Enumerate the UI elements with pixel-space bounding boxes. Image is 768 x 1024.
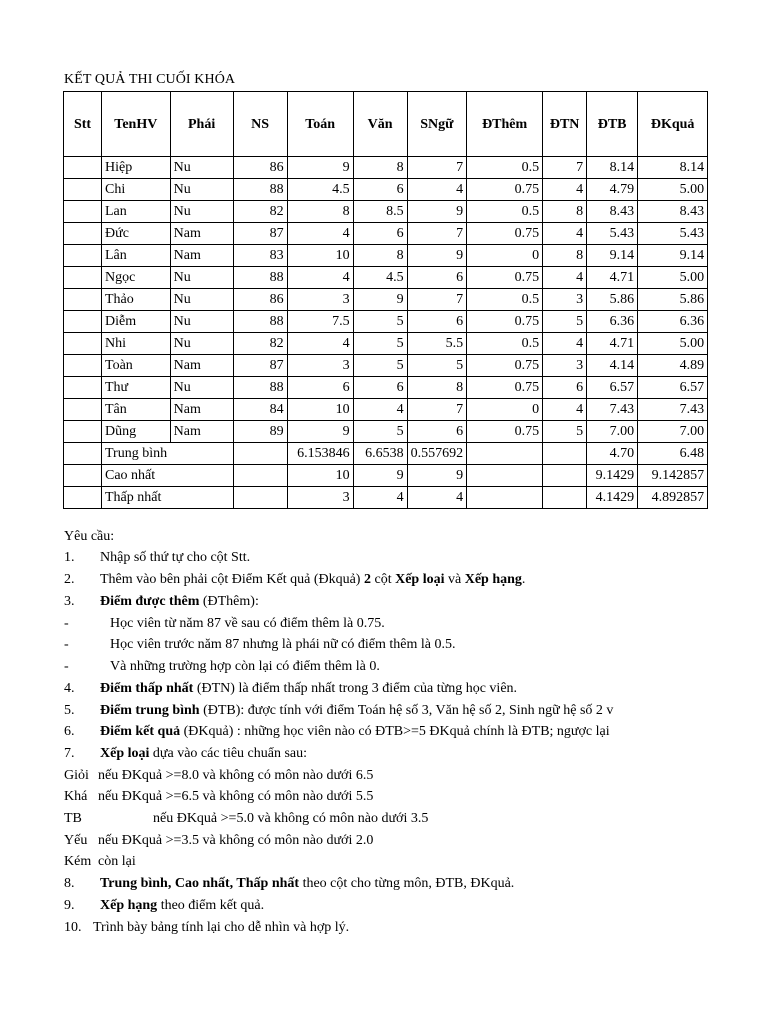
table-cell: 9: [407, 245, 467, 267]
table-cell: 88: [233, 311, 287, 333]
table-row: [64, 223, 708, 245]
table-cell: 87: [233, 355, 287, 377]
table-cell: [64, 157, 102, 179]
table-cell: [64, 399, 102, 421]
table-cell: [467, 487, 543, 509]
grade-criteria: nếu ĐKquả >=3.5 và không có môn nào dưới 2.0: [98, 833, 374, 848]
table-cell: 0.75: [467, 267, 543, 289]
table-cell: 9: [287, 421, 353, 443]
table-cell: Thảo: [102, 289, 171, 311]
table-cell: 4.14: [587, 355, 638, 377]
table-cell: 9: [353, 289, 407, 311]
table-cell: 5.86: [638, 289, 708, 311]
requirement-1: [64, 549, 250, 567]
table-cell: 0.5: [467, 157, 543, 179]
grade-name: Kém: [64, 854, 92, 869]
grade-rule-kha: [64, 788, 373, 806]
table-cell: [64, 223, 102, 245]
table-cell: [64, 179, 102, 201]
table-cell: 6.57: [638, 377, 708, 399]
table-cell: Nu: [170, 179, 233, 201]
table-cell: 4.70: [587, 443, 638, 465]
table-cell: 4: [407, 179, 467, 201]
requirement-3-sub-3: [64, 658, 380, 676]
table-cell: 6.6538: [353, 443, 407, 465]
table-cell: 4: [407, 487, 467, 509]
table-cell: 7.43: [638, 399, 708, 421]
requirement-bold: Xếp hạng: [464, 572, 522, 587]
table-cell: 5: [353, 421, 407, 443]
table-cell: 4.5: [353, 267, 407, 289]
table-cell: 4.89: [638, 355, 708, 377]
table-cell: 0.557692: [407, 443, 467, 465]
table-cell: 5.43: [638, 223, 708, 245]
table-cell: 8: [287, 201, 353, 223]
table-cell: 87: [233, 223, 287, 245]
table-row: [64, 157, 708, 179]
requirement-text: cột: [370, 572, 396, 587]
table-cell: 82: [233, 201, 287, 223]
grade-name: Giỏi: [64, 768, 89, 783]
table-cell: Nu: [170, 377, 233, 399]
table-cell: 83: [233, 245, 287, 267]
table-cell: 5: [353, 355, 407, 377]
table-cell: [467, 465, 543, 487]
table-cell: 8: [407, 377, 467, 399]
requirement-9: [64, 897, 264, 915]
requirement-text: Trình bày bảng tính lại cho dễ nhìn và hợp lý.: [93, 920, 350, 935]
bullet-dash: -: [64, 659, 69, 674]
requirement-text: Học viên từ năm 87 về sau có điểm thêm là 0.75.: [110, 616, 385, 631]
table-cell: 88: [233, 179, 287, 201]
requirement-number: 8.: [64, 876, 75, 891]
grade-name: Yếu: [64, 833, 88, 848]
summary-label: Thấp nhất: [102, 487, 171, 509]
table-cell: 9.142857: [638, 465, 708, 487]
requirement-3-sub-1: [64, 615, 385, 633]
table-cell: 3: [287, 487, 353, 509]
table-cell: [543, 465, 587, 487]
table-cell: 4.71: [587, 267, 638, 289]
table-cell: 6: [353, 377, 407, 399]
requirement-bold: Xếp loại: [100, 746, 150, 761]
table-cell: Nu: [170, 267, 233, 289]
requirement-bold: Xếp hạng: [100, 898, 158, 913]
table-cell: Tân: [102, 399, 171, 421]
requirement-7: [64, 745, 307, 763]
table-cell: Nam: [170, 245, 233, 267]
table-cell: 0.5: [467, 201, 543, 223]
grade-rule-kem: [64, 853, 136, 871]
table-cell: 4: [287, 267, 353, 289]
table-cell: 6.57: [587, 377, 638, 399]
requirement-5: [64, 702, 613, 720]
requirements-heading: Yêu cầu:: [64, 529, 115, 544]
grade-criteria: nếu ĐKquả >=6.5 và không có môn nào dưới 5.5: [98, 789, 374, 804]
table-cell: 8: [353, 157, 407, 179]
requirement-number: 3.: [64, 594, 75, 609]
table-cell: 9: [353, 465, 407, 487]
requirement-number: 4.: [64, 681, 75, 696]
column-header: ĐTN: [543, 92, 587, 157]
table-cell: 5.00: [638, 179, 708, 201]
requirement-text: (ĐThêm):: [199, 594, 259, 609]
table-cell: 8.43: [587, 201, 638, 223]
table-cell: 4: [543, 179, 587, 201]
table-cell: 84: [233, 399, 287, 421]
table-cell: 10: [287, 245, 353, 267]
sheet-title: KẾT QUẢ THI CUỐI KHÓA: [64, 72, 236, 87]
table-cell: 8.14: [638, 157, 708, 179]
requirement-number: 9.: [64, 898, 75, 913]
requirement-text: theo điểm kết quả.: [157, 898, 265, 913]
requirement-3: [64, 593, 259, 611]
requirement-number: 6.: [64, 724, 75, 739]
table-cell: 6.36: [587, 311, 638, 333]
table-header-row: [64, 92, 708, 157]
column-header: SNgữ: [407, 92, 467, 157]
column-header: Văn: [353, 92, 407, 157]
table-cell: 4: [543, 267, 587, 289]
table-cell: 7: [407, 399, 467, 421]
table-row: [64, 289, 708, 311]
table-cell: 89: [233, 421, 287, 443]
table-cell: Diễm: [102, 311, 171, 333]
table-row: [64, 399, 708, 421]
table-cell: 4: [287, 333, 353, 355]
table-cell: Nu: [170, 311, 233, 333]
table-cell: Nam: [170, 421, 233, 443]
grade-criteria: nếu ĐKquả >=5.0 và không có môn nào dưới 3.5: [153, 811, 429, 826]
table-cell: [467, 443, 543, 465]
table-cell: 7: [407, 289, 467, 311]
table-cell: 0: [467, 245, 543, 267]
column-header: Toán: [287, 92, 353, 157]
table-cell: [64, 421, 102, 443]
table-cell: Ngọc: [102, 267, 171, 289]
requirement-text: (ĐTB): được tính với điểm Toán hệ số 3, Văn hệ số 2, Sinh ngữ hệ số 2 v: [199, 703, 614, 718]
table-cell: 6: [287, 377, 353, 399]
column-header: ĐTB: [587, 92, 638, 157]
table-cell: [170, 443, 233, 465]
requirement-bold: Điểm kết quả: [100, 724, 181, 739]
table-cell: 5.00: [638, 267, 708, 289]
table-row: [64, 179, 708, 201]
table-cell: 7: [407, 157, 467, 179]
requirement-bold: Điểm thấp nhất: [100, 681, 194, 696]
table-cell: 10: [287, 465, 353, 487]
table-row: [64, 267, 708, 289]
table-cell: 6: [407, 421, 467, 443]
bullet-dash: -: [64, 637, 69, 652]
requirement-text: và: [444, 572, 465, 587]
table-cell: 5: [353, 333, 407, 355]
table-cell: 4.892857: [638, 487, 708, 509]
column-header: NS: [233, 92, 287, 157]
table-cell: Chi: [102, 179, 171, 201]
table-cell: 0.75: [467, 179, 543, 201]
grade-name: Khá: [64, 789, 88, 804]
table-cell: Nu: [170, 333, 233, 355]
table-cell: 6.153846: [287, 443, 353, 465]
grade-criteria: còn lại: [98, 854, 136, 869]
requirement-text: (ĐKquả) : những học viên nào có ĐTB>=5 ĐKquả chính là ĐTB; ngược lại: [180, 724, 610, 739]
requirement-text: Nhập số thứ tự cho cột Stt.: [100, 550, 251, 565]
requirement-3-sub-2: [64, 636, 455, 654]
table-cell: [64, 443, 102, 465]
table-cell: 5.86: [587, 289, 638, 311]
summary-label: Trung bình: [102, 443, 171, 465]
summary-row: [64, 443, 708, 465]
table-cell: 8: [353, 245, 407, 267]
table-cell: 0.75: [467, 223, 543, 245]
summary-row: [64, 487, 708, 509]
table-cell: [64, 267, 102, 289]
requirement-bold: Điểm trung bình: [100, 703, 200, 718]
requirement-bold: 2: [363, 572, 371, 587]
table-cell: 7.00: [587, 421, 638, 443]
table-cell: [64, 465, 102, 487]
requirement-text: (ĐTN) là điểm thấp nhất trong 3 điểm của từng học viên.: [193, 681, 518, 696]
grade-rule-gioi: [64, 767, 373, 785]
table-cell: Nu: [170, 157, 233, 179]
table-cell: Lân: [102, 245, 171, 267]
table-row: [64, 311, 708, 333]
column-header: Phái: [170, 92, 233, 157]
table-cell: [64, 333, 102, 355]
table-cell: 4: [287, 223, 353, 245]
requirement-number: 5.: [64, 703, 75, 718]
table-cell: 0.5: [467, 289, 543, 311]
table-row: [64, 333, 708, 355]
table-cell: [64, 289, 102, 311]
table-cell: 7.5: [287, 311, 353, 333]
table-cell: [233, 443, 287, 465]
results-table: [63, 91, 708, 509]
table-row: [64, 245, 708, 267]
requirement-bold: Trung bình, Cao nhất, Thấp nhất: [100, 876, 300, 891]
table-cell: 6: [353, 223, 407, 245]
table-cell: 4: [543, 399, 587, 421]
table-cell: [543, 487, 587, 509]
table-cell: [233, 487, 287, 509]
table-cell: 3: [543, 355, 587, 377]
table-cell: 9.1429: [587, 465, 638, 487]
table-cell: 5.00: [638, 333, 708, 355]
table-cell: 9.14: [587, 245, 638, 267]
requirement-number: 2.: [64, 572, 75, 587]
table-cell: 4.71: [587, 333, 638, 355]
table-cell: [233, 465, 287, 487]
table-cell: [170, 487, 233, 509]
table-cell: 8.5: [353, 201, 407, 223]
requirements-section: [64, 528, 694, 948]
table-cell: [64, 245, 102, 267]
table-row: [64, 421, 708, 443]
table-cell: 86: [233, 289, 287, 311]
table-cell: 0.75: [467, 421, 543, 443]
table-cell: 0.75: [467, 377, 543, 399]
table-cell: 5: [543, 421, 587, 443]
table-cell: 4: [353, 487, 407, 509]
table-cell: Nam: [170, 355, 233, 377]
table-cell: Toàn: [102, 355, 171, 377]
table-cell: 7: [407, 223, 467, 245]
table-cell: 0.75: [467, 311, 543, 333]
table-cell: 82: [233, 333, 287, 355]
column-header: Stt: [64, 92, 102, 157]
requirement-text: dựa vào các tiêu chuẩn sau:: [149, 746, 308, 761]
grade-rule-yeu: [64, 832, 373, 850]
grade-criteria: nếu ĐKquả >=8.0 và không có môn nào dưới 6.5: [98, 768, 374, 783]
table-cell: 7.00: [638, 421, 708, 443]
table-cell: 5.43: [587, 223, 638, 245]
requirement-6: [64, 723, 610, 741]
table-cell: Hiệp: [102, 157, 171, 179]
table-cell: 5: [543, 311, 587, 333]
table-cell: 86: [233, 157, 287, 179]
table-cell: 5.5: [407, 333, 467, 355]
requirement-bold: Điểm được thêm: [100, 594, 200, 609]
table-cell: 8: [543, 201, 587, 223]
requirement-text: theo cột cho từng môn, ĐTB, ĐKquả.: [299, 876, 515, 891]
summary-label: Cao nhất: [102, 465, 171, 487]
table-cell: 9: [407, 201, 467, 223]
table-cell: [64, 311, 102, 333]
table-cell: 88: [233, 267, 287, 289]
table-cell: 5: [353, 311, 407, 333]
table-row: [64, 377, 708, 399]
requirement-text: Học viên trước năm 87 nhưng là phái nữ có điểm thêm là 0.5.: [110, 637, 456, 652]
table-cell: 6.36: [638, 311, 708, 333]
table-cell: [64, 355, 102, 377]
column-header: ĐThêm: [467, 92, 543, 157]
table-cell: Dũng: [102, 421, 171, 443]
grade-name: TB: [64, 811, 82, 826]
table-cell: 7.43: [587, 399, 638, 421]
table-cell: [170, 465, 233, 487]
table-row: [64, 355, 708, 377]
table-cell: 9.14: [638, 245, 708, 267]
table-row: [64, 201, 708, 223]
table-cell: Đức: [102, 223, 171, 245]
table-cell: 0.75: [467, 355, 543, 377]
table-cell: 6: [407, 267, 467, 289]
table-cell: Nam: [170, 399, 233, 421]
requirement-2: [64, 571, 525, 589]
table-cell: 4: [543, 223, 587, 245]
table-cell: 3: [287, 355, 353, 377]
table-cell: [543, 443, 587, 465]
table-cell: 4.5: [287, 179, 353, 201]
table-cell: 4.79: [587, 179, 638, 201]
table-cell: 6: [407, 311, 467, 333]
table-cell: Nu: [170, 289, 233, 311]
requirement-bold: Xếp loại: [395, 572, 445, 587]
table-cell: [64, 201, 102, 223]
table-cell: [64, 487, 102, 509]
requirement-number: 1.: [64, 550, 75, 565]
requirement-number: 10.: [64, 920, 82, 935]
table-cell: [64, 377, 102, 399]
table-cell: 4: [543, 333, 587, 355]
table-cell: 10: [287, 399, 353, 421]
requirement-10: [64, 919, 349, 937]
requirement-text: Thêm vào bên phải cột Điểm Kết quả (Đkquả): [100, 572, 364, 587]
bullet-dash: -: [64, 616, 69, 631]
table-cell: 0.5: [467, 333, 543, 355]
table-cell: 8: [543, 245, 587, 267]
table-cell: 6: [353, 179, 407, 201]
summary-row: [64, 465, 708, 487]
table-cell: 8.14: [587, 157, 638, 179]
table-cell: 5: [407, 355, 467, 377]
grade-rule-tb: [64, 810, 428, 828]
table-cell: 88: [233, 377, 287, 399]
table-cell: 6: [543, 377, 587, 399]
table-cell: 6.48: [638, 443, 708, 465]
table-cell: 9: [287, 157, 353, 179]
table-cell: 3: [287, 289, 353, 311]
table-cell: 3: [543, 289, 587, 311]
requirement-4: [64, 680, 517, 698]
requirement-8: [64, 875, 514, 893]
column-header: ĐKquả: [638, 92, 708, 157]
table-cell: Thư: [102, 377, 171, 399]
table-cell: Nam: [170, 223, 233, 245]
table-cell: 7: [543, 157, 587, 179]
table-cell: Lan: [102, 201, 171, 223]
requirement-number: 7.: [64, 746, 75, 761]
table-cell: 4: [353, 399, 407, 421]
table-cell: Nu: [170, 201, 233, 223]
column-header: TenHV: [102, 92, 171, 157]
table-cell: 4.1429: [587, 487, 638, 509]
requirement-text: .: [521, 572, 526, 587]
table-cell: Nhi: [102, 333, 171, 355]
table-cell: 0: [467, 399, 543, 421]
requirement-text: Và những trường hợp còn lại có điểm thêm là 0.: [110, 659, 380, 674]
table-cell: 9: [407, 465, 467, 487]
table-cell: 8.43: [638, 201, 708, 223]
